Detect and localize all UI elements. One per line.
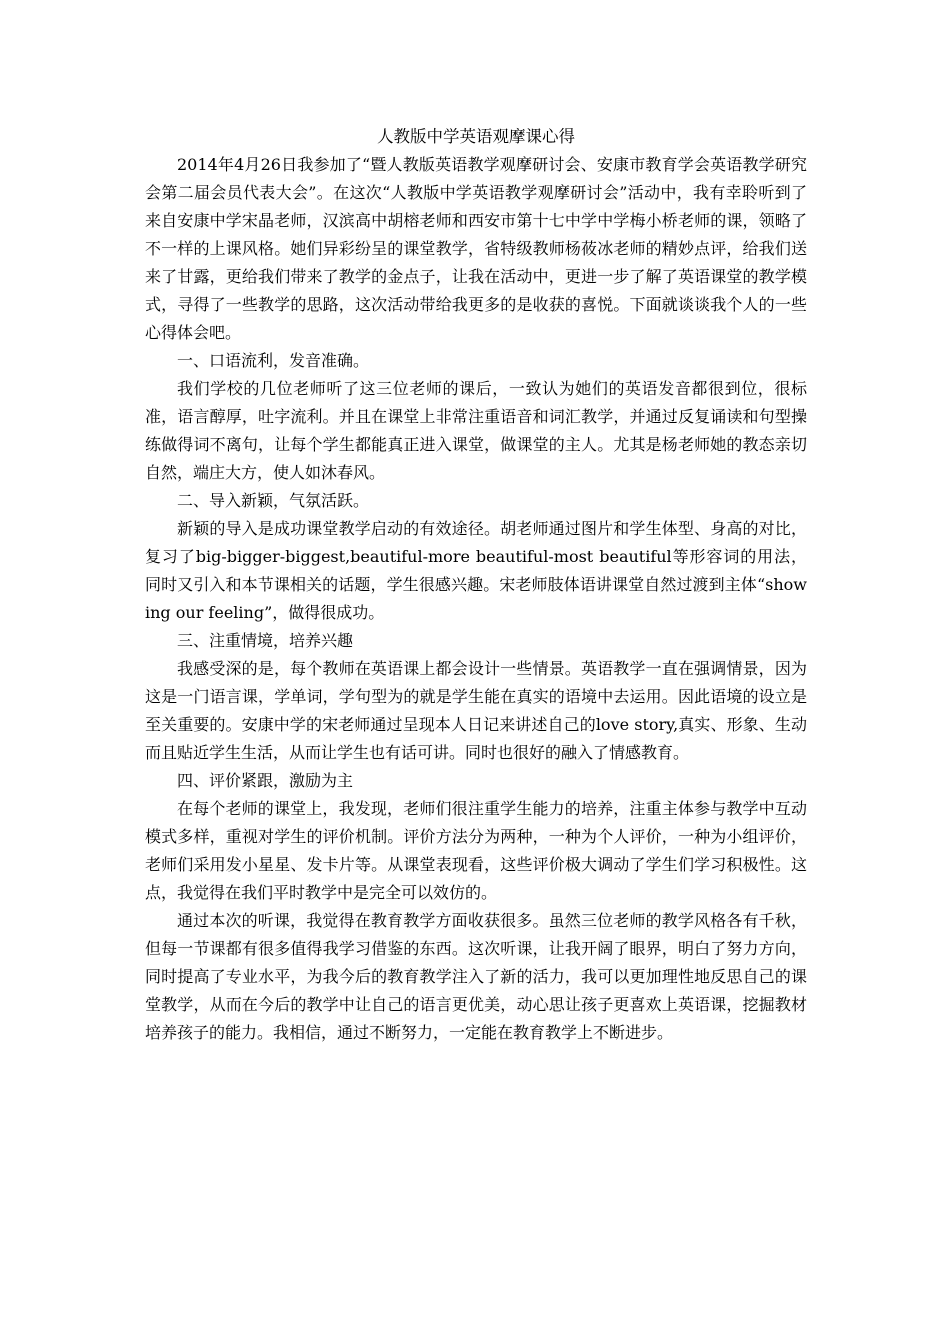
heading-section-3: 三、注重情境，培养兴趣: [177, 631, 354, 650]
heading-section-2: 二、导入新颖，气氛活跃。: [177, 491, 370, 510]
heading-section-1: 一、口语流利，发音准确。: [177, 351, 370, 370]
heading-section-4: 四、评价紧跟，激励为主: [177, 771, 354, 790]
paragraph-section-3: 我感受深的是，每个教师在英语课上都会设计一些情景。英语教学一直在强调情景，因为这是一门语言课，学单词，学句型为的就是学生能在真实的语境中去运用。因此语境的设立是至关重要的。安康中学的宋老师通过呈现本人日记来讲述自己的love story,真实、形象、生动而且贴近学生生活，从而让学生也有话可讲。同时也很好的融入了情感教育。: [145, 659, 807, 762]
paragraph-section-4: 在每个老师的课堂上，我发现，老师们很注重学生能力的培养，注重主体参与教学中互动模式多样，重视对学生的评价机制。评价方法分为两种，一种为个人评价，一种为小组评价，老师们采用发小星星、发卡片等。从课堂表现看，这些评价极大调动了学生们学习积极性。这点，我觉得在我们平时教学中是完全可以效仿的。: [145, 799, 807, 902]
document-title: 人教版中学英语观摩课心得: [377, 127, 575, 146]
document-body: [145, 123, 807, 1047]
paragraph-conclusion: 通过本次的听课，我觉得在教育教学方面收获很多。虽然三位老师的教学风格各有千秋，但每一节课都有很多值得我学习借鉴的东西。这次听课，让我开阔了眼界，明白了努力方向，同时提高了专业水平，为我今后的教育教学注入了新的活力，我可以更加理性地反思自己的课堂教学，从而在今后的教学中让自己的语言更优美，动心思让孩子更喜欢上英语课，挖掘教材培养孩子的能力。我相信，通过不断努力，一定能在教育教学上不断进步。: [145, 911, 807, 1042]
paragraph-section-2: 新颖的导入是成功课堂教学启动的有效途径。胡老师通过图片和学生体型、身高的对比，复习了big-bigger-biggest,beautiful-more beautiful-most beautiful等形容词的用法，同时又引入和本节课相关的话题，学生很感兴趣。宋老师肢体语讲课堂自然过渡到主体“showing our feeling”，做得很成功。: [145, 519, 807, 622]
paragraph-section-1: 我们学校的几位老师听了这三位老师的课后，一致认为她们的英语发音都很到位，很标准，语言醇厚，吐字流利。并且在课堂上非常注重语音和词汇教学，并通过反复诵读和句型操练做得词不离句，让每个学生都能真正进入课堂，做课堂的主人。尤其是杨老师她的教态亲切自然，端庄大方，使人如沐春风。: [145, 379, 807, 482]
paragraph-intro: 2014年4月26日我参加了“暨人教版英语教学观摩研讨会、安康市教育学会英语教学研究会第二届会员代表大会”。在这次“人教版中学英语教学观摩研讨会”活动中，我有幸聆听到了来自安康中学宋晶老师，汉滨高中胡榕老师和西安市第十七中学中学梅小桥老师的课，领略了不一样的上课风格。她们异彩纷呈的课堂教学，省特级教师杨莜冰老师的精妙点评，给我们送来了甘露，更给我们带来了教学的金点子，让我在活动中，更进一步了解了英语课堂的教学模式，寻得了一些教学的思路，这次活动带给我更多的是收获的喜悦。下面就谈谈我个人的一些心得体会吧。: [145, 155, 807, 342]
